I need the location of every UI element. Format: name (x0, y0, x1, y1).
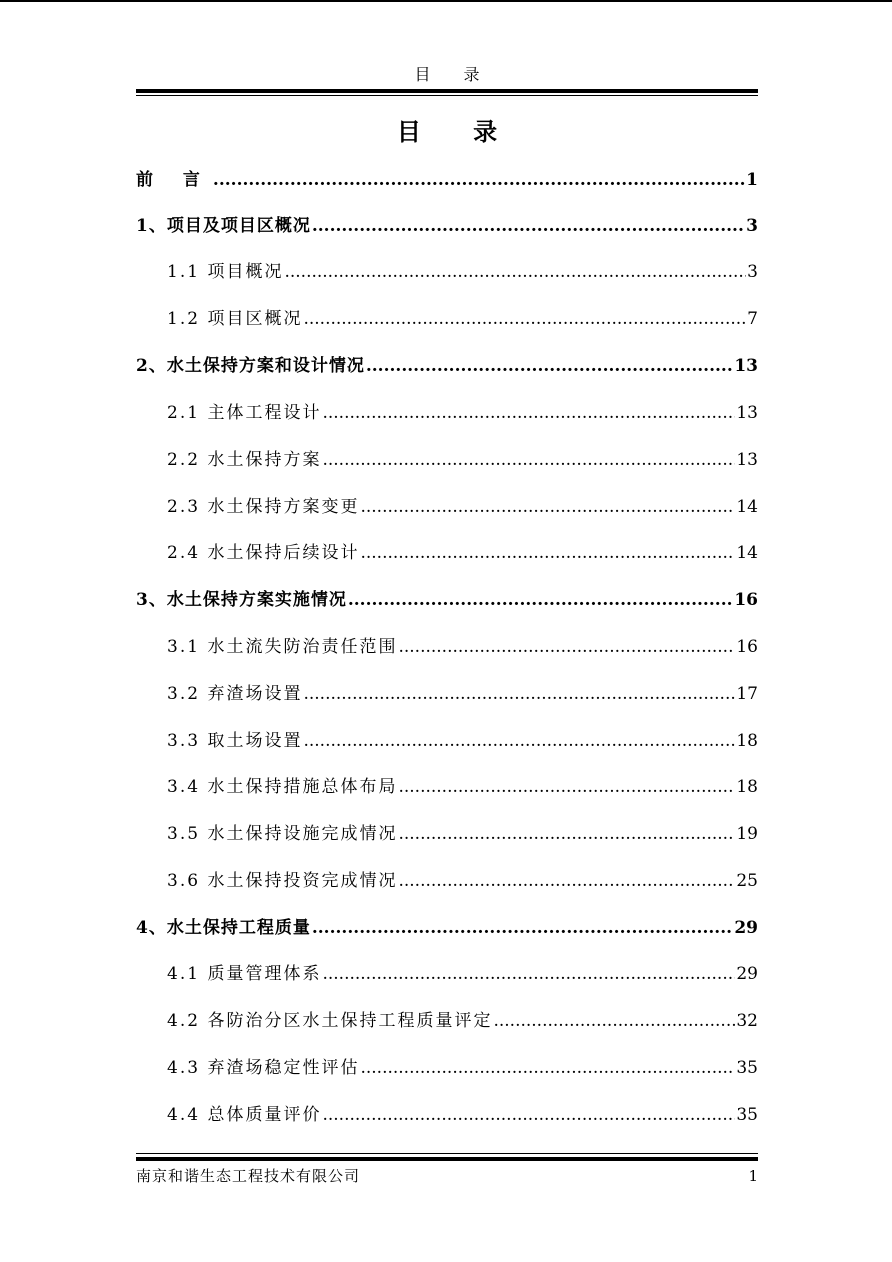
toc-label: 2.3 水土保持方案变更 (167, 497, 360, 517)
toc-entry-preface[interactable] (136, 167, 758, 193)
toc-leader-dots (360, 1055, 735, 1081)
toc-label: 1.2 项目区概况 (167, 309, 303, 329)
toc-entry-4-4[interactable] (167, 1102, 758, 1128)
toc-leader-dots (348, 587, 734, 613)
toc-label: 3.4 水土保持措施总体布局 (167, 777, 398, 797)
toc-page-number: 1 (746, 170, 758, 190)
toc-leader-dots (366, 353, 734, 379)
footer-page-number: 1 (748, 1167, 758, 1185)
toc-page-number: 16 (734, 590, 758, 610)
toc-label: 1、项目及项目区概况 (136, 216, 311, 236)
toc-page-number: 3 (746, 216, 758, 236)
toc-leader-dots (322, 447, 735, 473)
footer-rule-thin (136, 1153, 758, 1154)
toc-page-number: 29 (736, 964, 758, 984)
toc-label: 3.1 水土流失防治责任范围 (167, 637, 398, 657)
toc-entry-2-2[interactable] (167, 447, 758, 473)
toc-leader-dots (213, 167, 745, 193)
toc-leader-dots (322, 1102, 735, 1128)
toc-label: 3.6 水土保持投资完成情况 (167, 871, 398, 891)
toc-entry-3-6[interactable] (167, 868, 758, 894)
toc-label: 4.4 总体质量评价 (167, 1105, 322, 1125)
toc-page-number: 16 (736, 637, 758, 657)
toc-label: 3.2 弃渣场设置 (167, 684, 303, 704)
toc-entry-3-5[interactable] (167, 821, 758, 847)
toc-entry-3-1[interactable] (167, 634, 758, 660)
toc-leader-dots (312, 915, 733, 941)
toc-label: 4、水土保持工程质量 (136, 918, 311, 938)
toc-label: 2.4 水土保持后续设计 (167, 543, 360, 563)
toc-page-number: 13 (736, 403, 758, 423)
header-rule-thick (136, 89, 758, 93)
toc-label: 2、水土保持方案和设计情况 (136, 356, 365, 376)
running-header: 目 录 (414, 65, 494, 84)
toc-label: 4.2 各防治分区水土保持工程质量评定 (167, 1011, 493, 1031)
toc-entry-2-1[interactable] (167, 400, 758, 426)
toc-page-number: 13 (734, 356, 758, 376)
toc-page-number: 18 (736, 731, 758, 751)
toc-leader-dots (322, 400, 735, 426)
toc-label: 3.3 取土场设置 (167, 731, 303, 751)
toc-leader-dots (398, 821, 735, 847)
toc-page-number: 18 (736, 777, 758, 797)
toc-label: 1.1 项目概况 (167, 262, 284, 282)
toc-entry-3-3[interactable] (167, 728, 758, 754)
toc-page-number: 35 (736, 1058, 758, 1078)
toc-label: 2.2 水土保持方案 (167, 450, 322, 470)
toc-page-number: 29 (734, 918, 758, 938)
toc-page-number: 14 (736, 543, 758, 563)
toc-leader-dots (398, 774, 735, 800)
toc-page-number: 13 (736, 450, 758, 470)
toc-label: 3.5 水土保持设施完成情况 (167, 824, 398, 844)
toc-entry-4-3[interactable] (167, 1055, 758, 1081)
toc-label: 3、水土保持方案实施情况 (136, 590, 347, 610)
toc-entry-section-3[interactable] (136, 587, 758, 613)
toc-entry-2-3[interactable] (167, 494, 758, 520)
toc-label: 4.3 弃渣场稳定性评估 (167, 1058, 360, 1078)
toc-leader-dots (303, 681, 735, 707)
toc-leader-dots (398, 634, 735, 660)
toc-leader-dots (360, 494, 735, 520)
header-rule-thin (136, 95, 758, 96)
toc-leader-dots (360, 540, 735, 566)
toc-entry-section-2[interactable] (136, 353, 758, 379)
footer-rule-thick (136, 1157, 758, 1161)
toc-entry-3-4[interactable] (167, 774, 758, 800)
toc-leader-dots (398, 868, 735, 894)
page-top-border (0, 0, 892, 2)
toc-entry-1-2[interactable] (167, 306, 758, 332)
footer-company-name: 南京和谐生态工程技术有限公司 (136, 1167, 361, 1185)
toc-page-number: 14 (736, 497, 758, 517)
toc-page-number: 7 (747, 309, 758, 329)
toc-page-number: 3 (747, 262, 758, 282)
toc-page-number: 25 (736, 871, 758, 891)
toc-page-number: 35 (736, 1105, 758, 1125)
toc-entry-3-2[interactable] (167, 681, 758, 707)
toc-page-number: 17 (736, 684, 758, 704)
page-title: 目 录 (396, 117, 520, 146)
toc-label: 2.1 主体工程设计 (167, 403, 322, 423)
toc-label: 前 言 (136, 170, 212, 190)
toc-leader-dots (312, 213, 745, 239)
toc-entry-2-4[interactable] (167, 540, 758, 566)
toc-leader-dots (493, 1008, 735, 1034)
toc-page-number: 32 (736, 1011, 758, 1031)
toc-entry-section-4[interactable] (136, 915, 758, 941)
toc-leader-dots (284, 259, 746, 285)
toc-leader-dots (322, 961, 735, 987)
toc-entry-4-1[interactable] (167, 961, 758, 987)
toc-page-number: 19 (736, 824, 758, 844)
toc-leader-dots (303, 306, 746, 332)
toc-entry-4-2[interactable] (167, 1008, 758, 1034)
toc-label: 4.1 质量管理体系 (167, 964, 322, 984)
toc-leader-dots (303, 728, 735, 754)
toc-entry-section-1[interactable] (136, 213, 758, 239)
toc-entry-1-1[interactable] (167, 259, 758, 285)
